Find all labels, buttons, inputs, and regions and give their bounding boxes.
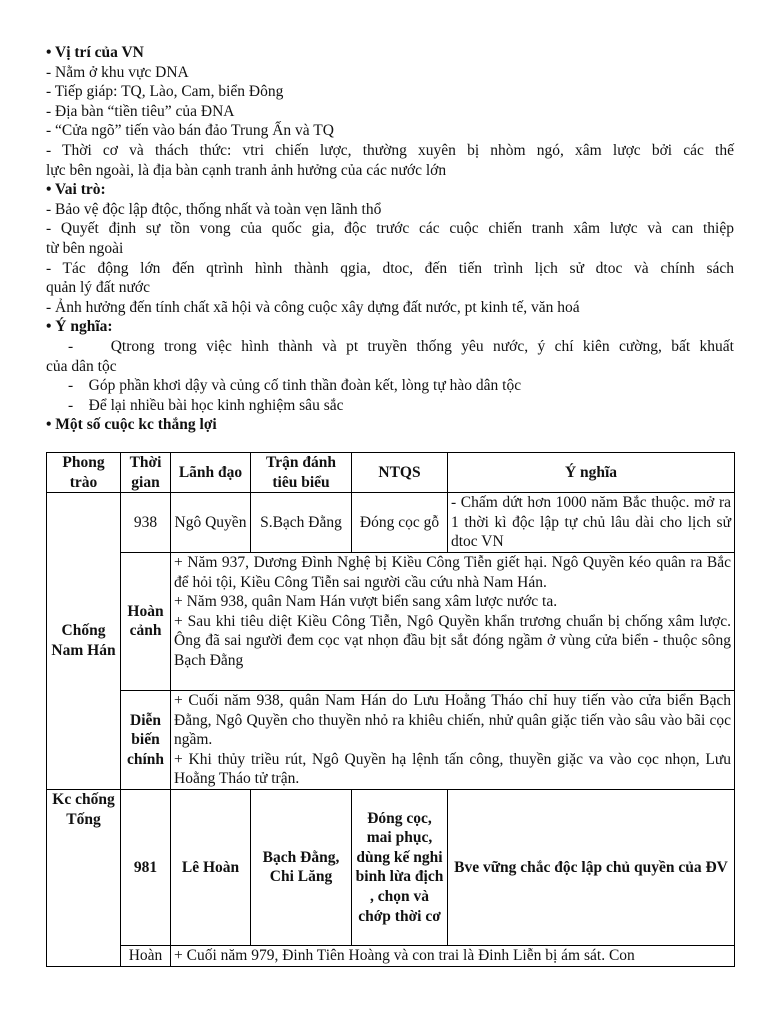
cell-leader-ngo-quyen: Ngô Quyền [171, 493, 251, 553]
cell-meaning-tong: Bve vững chắc độc lập chủ quyền của ĐV [448, 789, 735, 945]
position-line-5b: lực bên ngoài, là địa bàn cạnh tranh ảnh hưởng của các nước lớn [46, 161, 447, 179]
meaning-line-1a: - Qtrong trong việc hình thành và pt truyền thống yêu nước, ý chí kiên cường, bất khuất [68, 337, 734, 355]
cell-time-938: 938 [121, 493, 171, 553]
cell-battle-bach-dang: S.Bạch Đằng [251, 493, 352, 553]
victories-table [46, 452, 735, 967]
position-line-5a: - Thời cơ và thách thức: vtri chiến lược, thường xuyên bị nhòm ngó, xâm lược bởi các thế [46, 141, 734, 159]
table-row [47, 945, 735, 966]
table-row [47, 690, 735, 789]
cell-tactic-dong-coc: Đóng cọc gỗ [352, 493, 448, 553]
header-tactic: NTQS [352, 453, 448, 493]
heading-position: • Vị trí của VN [46, 44, 144, 61]
role-line-2b: từ bên ngoài [46, 239, 124, 257]
table-row [47, 789, 735, 945]
role-line-1: - Bảo vệ độc lập đtộc, thống nhất và toàn vẹn lãnh thổ [46, 200, 382, 218]
table-row [47, 552, 735, 690]
document-body [46, 43, 734, 435]
header-battle: Trận đánh tiêu biểu [251, 453, 352, 493]
cell-context-label: Hoàn cảnh [121, 552, 171, 690]
role-line-4: - Ảnh hưởng đến tính chất xã hội và công cuộc xây dựng đất nước, pt kinh tế, văn hoá [46, 298, 580, 316]
cell-movement-nam-han: Chống Nam Hán [47, 493, 121, 790]
cell-battle-bach-dang-chi-lang: Bạch Đằng, Chi Lăng [251, 789, 352, 945]
header-time: Thời gian [121, 453, 171, 493]
cell-movement-tong: Kc chống Tống [47, 789, 121, 966]
table-header-row [47, 453, 735, 493]
cell-events-nam-han [171, 690, 735, 789]
table-row [47, 493, 735, 553]
cell-leader-le-hoan: Lê Hoàn [171, 789, 251, 945]
role-line-3b: quản lý đất nước [46, 279, 150, 297]
meaning-line-1b: của dân tộc [46, 357, 117, 375]
cell-time-981: 981 [121, 789, 171, 945]
position-line-4: - “Cửa ngõ” tiến vào bán đảo Trung Ấn và TQ [46, 122, 334, 140]
header-leader: Lãnh đạo [171, 453, 251, 493]
events-line-1: + Cuối năm 938, quân Nam Hán do Lưu Hoằng Tháo chỉ huy tiến vào cửa biển Bạch Đằng, Ngô Quyền cho thuyền nhỏ ra khiêu chiến, nhử quân giặc tiến vào sâu vào bãi cọc ngầm. [174, 691, 731, 749]
meaning-line-3: - Để lại nhiều bài học kinh nghiệm sâu sắc [68, 396, 344, 414]
heading-meaning: • Ý nghĩa: [46, 318, 113, 336]
heading-role: • Vai trò: [46, 181, 106, 199]
header-movement: Phong trào [47, 453, 121, 493]
context-line-1: + Năm 937, Dương Đình Nghệ bị Kiều Công Tiễn giết hại. Ngô Quyền kéo quân ra Bắc để hỏi tội, Kiều Công Tiễn sai người cầu cứu nhà Nam Hán. [174, 553, 731, 591]
position-line-2: - Tiếp giáp: TQ, Lào, Cam, biển Đông [46, 83, 284, 101]
cell-meaning-nam-han: - Chấm dứt hơn 1000 năm Bắc thuộc. mở ra 1 thời kì độc lập tự chủ lâu dài cho lịch sử dtoc VN [448, 493, 735, 553]
position-line-1: - Nằm ở khu vực DNA [46, 63, 189, 81]
cell-tactic-tong: Đóng cọc, mai phục, dùng kế nghi binh lừa địch , chọn và chớp thời cơ [352, 789, 448, 945]
context-line-3: + Sau khi tiêu diệt Kiều Công Tiễn, Ngô Quyền khẩn trương chuẩn bị chống xâm lược. Ông đã sai người đem cọc vạt nhọn đầu bịt sắt đóng ngầm ở vùng cửa biển - thuộc sông Bạch Đằng [174, 612, 731, 669]
cell-context-nam-han [171, 552, 735, 690]
meaning-line-2: - Góp phần khơi dậy và củng cố tinh thần đoàn kết, lòng tự hào dân tộc [68, 377, 522, 395]
cell-context-label-tong: Hoàn [121, 945, 171, 966]
header-meaning: Ý nghĩa [448, 453, 735, 493]
role-line-3a: - Tác động lớn đến qtrình hình thành qgia, dtoc, đến tiến trình lịch sử dtoc và chính sách [46, 259, 734, 277]
events-line-2: + Khi thủy triều rút, Ngô Quyền hạ lệnh tấn công, thuyền giặc va vào cọc nhọn, Lưu Hoằng Tháo tử trận. [174, 750, 731, 788]
heading-victories: • Một số cuộc kc thắng lợi [46, 416, 217, 434]
cell-context-tong: + Cuối năm 979, Đinh Tiên Hoàng và con trai là Đinh Liễn bị ám sát. Con [171, 945, 735, 966]
context-line-2: + Năm 938, quân Nam Hán vượt biển sang xâm lược nước ta. [174, 593, 558, 611]
position-line-3: - Địa bàn “tiền tiêu” của ĐNA [46, 102, 235, 120]
role-line-2a: - Quyết định sự tồn vong của quốc gia, độc trước các cuộc chiến tranh xâm lược và can thiệp [46, 220, 734, 238]
cell-events-label: Diễn biến chính [121, 690, 171, 789]
